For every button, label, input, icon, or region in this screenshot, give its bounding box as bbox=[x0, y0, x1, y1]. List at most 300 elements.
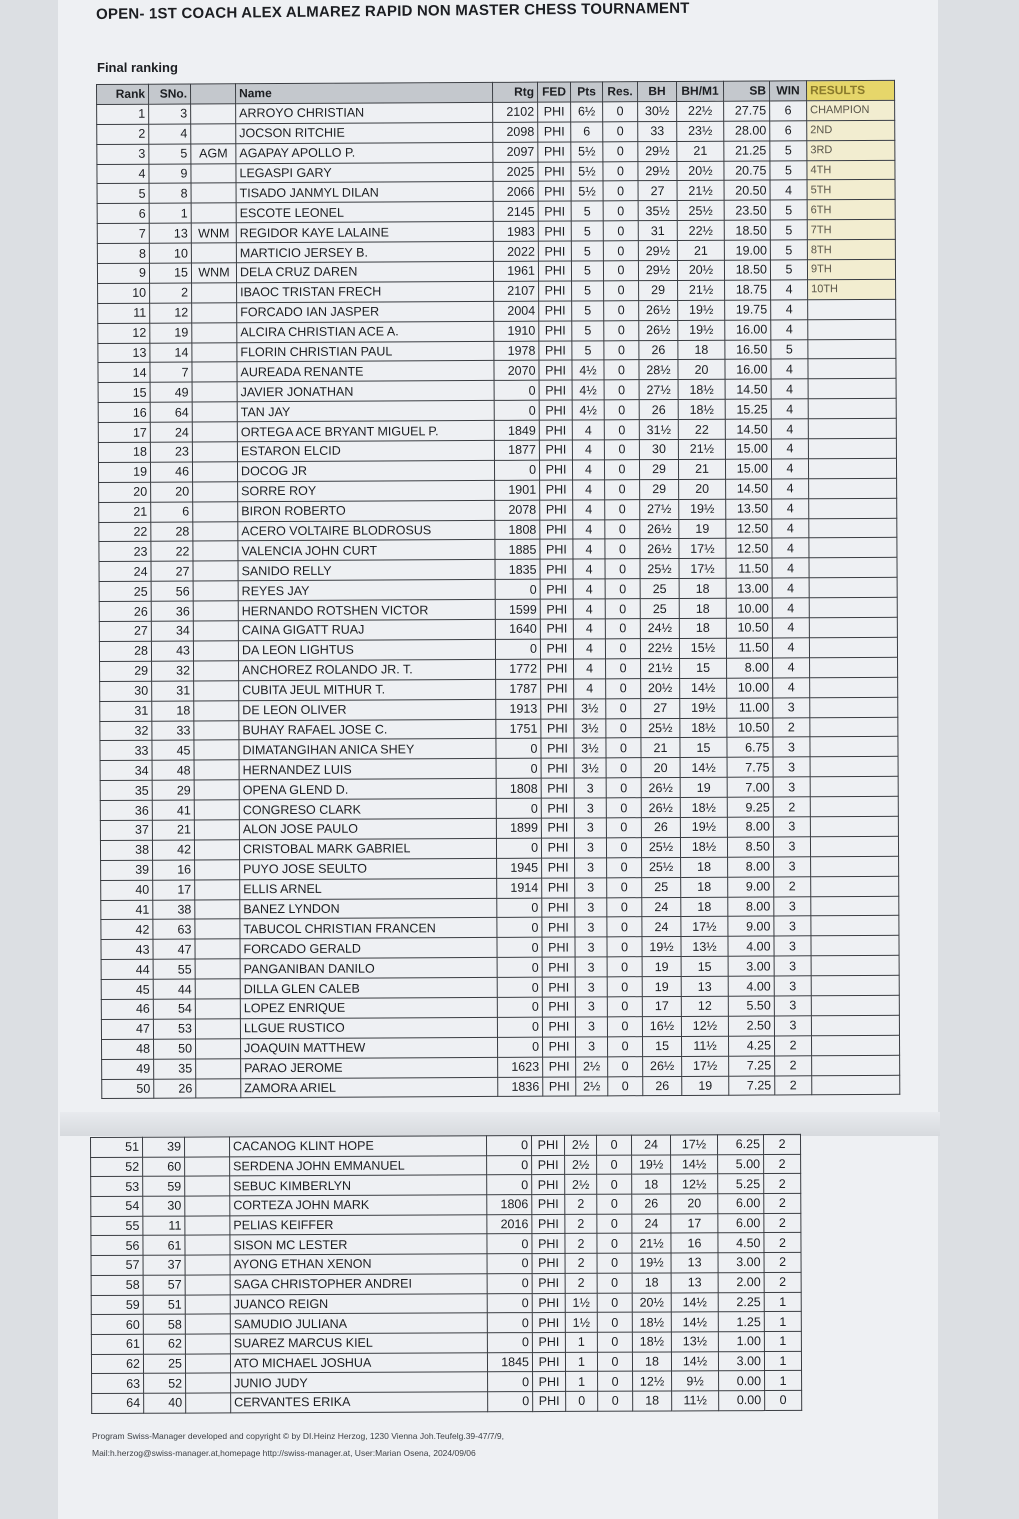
cell-bh: 26 bbox=[639, 400, 678, 420]
cell-name: SEBUC KIMBERLYN bbox=[230, 1175, 487, 1196]
cell-fed: PHI bbox=[532, 1293, 565, 1313]
cell-fed: PHI bbox=[541, 798, 574, 818]
cell-name: JAVIER JONATHAN bbox=[237, 381, 494, 402]
cell-results bbox=[810, 816, 898, 836]
cell-rtg: 2107 bbox=[494, 281, 539, 301]
cell-title bbox=[195, 979, 240, 999]
cell-res: 0 bbox=[604, 440, 639, 460]
cell-pts: 2 bbox=[565, 1194, 597, 1214]
cell-bh: 27 bbox=[641, 698, 680, 718]
cell-res: 0 bbox=[596, 1135, 631, 1155]
cell-title bbox=[193, 621, 238, 641]
cell-pts: 3½ bbox=[574, 718, 606, 738]
cell-name: SAGA CHRISTOPHER ANDREI bbox=[230, 1274, 487, 1295]
cell-name: DILLA GLEN CALEB bbox=[240, 977, 497, 998]
cell-rtg: 0 bbox=[487, 1293, 532, 1313]
cell-bh-m1: 15 bbox=[680, 658, 727, 678]
cell-name: ELLIS ARNEL bbox=[240, 878, 497, 899]
cell-sno: 16 bbox=[153, 860, 195, 880]
cell-fed: PHI bbox=[538, 122, 571, 142]
cell-res: 0 bbox=[603, 121, 638, 141]
ranking-rows-bottom bbox=[91, 1134, 802, 1413]
cell-bh-m1: 19 bbox=[680, 777, 727, 797]
cell-title bbox=[195, 999, 240, 1019]
cell-sb: 9.00 bbox=[728, 877, 774, 897]
cell-sb: 6.00 bbox=[718, 1213, 764, 1233]
cell-title bbox=[193, 581, 238, 601]
cell-rank: 32 bbox=[100, 721, 152, 741]
cell-name: SUAREZ MARCUS KIEL bbox=[230, 1333, 487, 1354]
cell-results bbox=[811, 856, 899, 876]
cell-results bbox=[809, 518, 897, 538]
cell-title bbox=[194, 680, 239, 700]
cell-fed: PHI bbox=[541, 838, 574, 858]
cell-bh-m1: 19½ bbox=[678, 320, 725, 340]
cell-name: IBAOC TRISTAN FRECH bbox=[237, 281, 494, 302]
cell-bh-m1: 16 bbox=[671, 1233, 718, 1253]
cell-sb: 28.00 bbox=[724, 121, 770, 141]
cell-rtg: 0 bbox=[487, 1332, 532, 1352]
cell-bh: 20 bbox=[641, 758, 680, 778]
cell-rank: 3 bbox=[97, 144, 149, 164]
cell-name: VALENCIA JOHN CURT bbox=[238, 540, 495, 561]
cell-bh: 25½ bbox=[642, 857, 681, 877]
cell-bh-m1: 11½ bbox=[681, 1036, 728, 1056]
cell-bh: 26½ bbox=[640, 519, 679, 539]
cell-rank: 16 bbox=[98, 402, 150, 422]
cell-bh: 21½ bbox=[632, 1233, 671, 1253]
cell-sno: 54 bbox=[153, 999, 195, 1019]
table-row bbox=[102, 1075, 900, 1099]
cell-res: 0 bbox=[597, 1293, 632, 1313]
cell-win: 3 bbox=[773, 837, 810, 857]
cell-name: LOPEZ ENRIQUE bbox=[240, 997, 497, 1018]
cell-sno: 45 bbox=[152, 740, 194, 760]
cell-rtg: 2025 bbox=[493, 162, 538, 182]
cell-res: 0 bbox=[603, 141, 638, 161]
cell-title bbox=[192, 303, 237, 323]
cell-sno: 60 bbox=[143, 1157, 185, 1177]
cell-sno: 28 bbox=[151, 522, 193, 542]
cell-res: 0 bbox=[597, 1352, 632, 1372]
cell-pts: 3 bbox=[575, 1017, 607, 1037]
cell-res: 0 bbox=[608, 1076, 643, 1096]
cell-rtg: 0 bbox=[487, 1155, 532, 1175]
cell-sno: 50 bbox=[154, 1039, 196, 1059]
cell-bh-m1: 17½ bbox=[679, 539, 726, 559]
cell-bh: 26 bbox=[643, 1076, 682, 1096]
cell-sb: 9.25 bbox=[727, 797, 773, 817]
cell-win: 2 bbox=[764, 1174, 801, 1194]
cell-name: BIRON ROBERTO bbox=[238, 500, 495, 521]
cell-sno: 52 bbox=[144, 1373, 186, 1393]
header-bh: BH bbox=[637, 81, 676, 101]
cell-title: WNM bbox=[191, 223, 236, 243]
cell-pts: 6½ bbox=[571, 102, 603, 122]
cell-results bbox=[811, 896, 899, 916]
cell-results bbox=[808, 458, 896, 478]
cell-res: 0 bbox=[603, 181, 638, 201]
cell-title bbox=[192, 283, 237, 303]
cell-sb: 12.50 bbox=[726, 538, 772, 558]
cell-fed: PHI bbox=[532, 1214, 565, 1234]
cell-title bbox=[193, 641, 238, 661]
cell-rtg: 0 bbox=[497, 997, 542, 1017]
cell-rtg: 1836 bbox=[498, 1077, 543, 1097]
cell-rank: 6 bbox=[97, 204, 149, 224]
cell-win: 2 bbox=[764, 1193, 801, 1213]
cell-win: 4 bbox=[770, 180, 807, 200]
cell-res: 0 bbox=[604, 460, 639, 480]
cell-pts: 3 bbox=[575, 997, 607, 1017]
cell-sb: 3.00 bbox=[718, 1253, 764, 1273]
cell-win: 3 bbox=[774, 916, 811, 936]
header-results: RESULTS bbox=[806, 80, 894, 100]
cell-win: 5 bbox=[770, 260, 807, 280]
cell-bh: 19½ bbox=[632, 1155, 671, 1175]
cell-rank: 21 bbox=[99, 502, 151, 522]
cell-res: 0 bbox=[605, 479, 640, 499]
cell-sb: 9.00 bbox=[728, 916, 774, 936]
cell-bh: 29½ bbox=[638, 161, 677, 181]
cell-results bbox=[809, 558, 897, 578]
footer-line-2: Mail:h.herzog@swiss-manager.at,homepage http://swiss-manager.at, User:Marian Osena, 2024/09/06 bbox=[92, 1448, 476, 1458]
cell-pts: 3 bbox=[574, 818, 606, 838]
cell-bh-m1: 17½ bbox=[679, 559, 726, 579]
cell-res: 0 bbox=[607, 897, 642, 917]
cell-bh-m1: 14½ bbox=[671, 1154, 718, 1174]
cell-title bbox=[185, 1137, 230, 1157]
cell-name: AGAPAY APOLLO P. bbox=[236, 142, 493, 163]
cell-pts: 5½ bbox=[571, 142, 603, 162]
cell-win: 4 bbox=[771, 439, 808, 459]
cell-title bbox=[193, 482, 238, 502]
cell-res: 0 bbox=[597, 1253, 632, 1273]
cell-pts: 3 bbox=[575, 917, 607, 937]
cell-bh: 18½ bbox=[632, 1312, 671, 1332]
cell-fed: PHI bbox=[540, 520, 573, 540]
cell-sno: 34 bbox=[151, 621, 193, 641]
cell-sno: 12 bbox=[150, 303, 192, 323]
cell-win: 4 bbox=[772, 638, 809, 658]
cell-pts: 4 bbox=[574, 659, 606, 679]
cell-bh: 29 bbox=[639, 280, 678, 300]
cell-sb: 10.50 bbox=[726, 618, 772, 638]
cell-sb: 7.25 bbox=[729, 1056, 775, 1076]
cell-bh-m1: 13 bbox=[671, 1253, 718, 1273]
cell-win: 2 bbox=[773, 717, 810, 737]
cell-bh-m1: 22½ bbox=[677, 220, 724, 240]
cell-sb: 6.00 bbox=[718, 1194, 764, 1214]
cell-rtg: 0 bbox=[487, 1313, 532, 1333]
cell-title bbox=[185, 1235, 230, 1255]
cell-fed: PHI bbox=[538, 162, 571, 182]
cell-title bbox=[192, 382, 237, 402]
cell-win: 4 bbox=[772, 518, 809, 538]
cell-rtg: 0 bbox=[497, 957, 542, 977]
cell-rank: 11 bbox=[98, 303, 150, 323]
cell-fed: PHI bbox=[539, 341, 572, 361]
cell-title bbox=[185, 1216, 230, 1236]
cell-pts: 1½ bbox=[565, 1312, 597, 1332]
cell-bh-m1: 20 bbox=[671, 1194, 718, 1214]
cell-title: WNM bbox=[191, 263, 236, 283]
cell-rank: 29 bbox=[100, 661, 152, 681]
cell-sno: 43 bbox=[151, 641, 193, 661]
cell-title bbox=[194, 820, 239, 840]
cell-rtg: 2022 bbox=[493, 241, 538, 261]
cell-sno: 21 bbox=[152, 820, 194, 840]
header-sb: SB bbox=[723, 81, 769, 101]
cell-bh-m1: 18½ bbox=[678, 399, 725, 419]
cell-name: LEGASPI GARY bbox=[236, 162, 493, 183]
cell-rank: 34 bbox=[100, 760, 152, 780]
cell-res: 0 bbox=[607, 857, 642, 877]
cell-rank: 36 bbox=[100, 800, 152, 820]
cell-win: 4 bbox=[772, 479, 809, 499]
cell-rtg: 0 bbox=[497, 937, 542, 957]
cell-rtg: 1599 bbox=[495, 599, 540, 619]
page-gap bbox=[60, 1112, 940, 1136]
cell-bh-m1: 17½ bbox=[681, 917, 728, 937]
cell-pts: 4 bbox=[573, 500, 605, 520]
cell-title bbox=[195, 939, 240, 959]
header-pts: Pts bbox=[570, 82, 602, 102]
cell-bh-m1: 21 bbox=[677, 240, 724, 260]
cell-pts: 1 bbox=[565, 1332, 597, 1352]
cell-rank: 10 bbox=[98, 283, 150, 303]
cell-rank: 33 bbox=[100, 741, 152, 761]
cell-win: 1 bbox=[764, 1351, 801, 1371]
cell-fed: PHI bbox=[539, 281, 572, 301]
cell-bh: 25½ bbox=[641, 837, 680, 857]
cell-bh-m1: 19 bbox=[682, 1076, 729, 1096]
cell-res: 0 bbox=[605, 539, 640, 559]
cell-res: 0 bbox=[604, 400, 639, 420]
cell-rank: 52 bbox=[91, 1157, 143, 1177]
cell-bh-m1: 17½ bbox=[670, 1135, 717, 1155]
cell-res: 0 bbox=[598, 1391, 633, 1411]
cell-name: SANIDO RELLY bbox=[238, 560, 495, 581]
cell-title bbox=[195, 919, 240, 939]
cell-sno: 4 bbox=[149, 124, 191, 144]
cell-fed: PHI bbox=[542, 1017, 575, 1037]
cell-res: 0 bbox=[607, 917, 642, 937]
cell-res: 0 bbox=[607, 1017, 642, 1037]
cell-rtg: 0 bbox=[496, 838, 541, 858]
footer bbox=[92, 1428, 504, 1462]
cell-name: LLGUE RUSTICO bbox=[240, 1017, 497, 1038]
cell-rtg: 1772 bbox=[496, 659, 541, 679]
cell-bh-m1: 9½ bbox=[672, 1371, 719, 1391]
cell-res: 0 bbox=[605, 639, 640, 659]
cell-sb: 14.50 bbox=[725, 419, 771, 439]
cell-bh-m1: 20½ bbox=[677, 260, 724, 280]
cell-sb: 10.00 bbox=[726, 598, 772, 618]
cell-title bbox=[192, 362, 237, 382]
cell-win: 3 bbox=[773, 757, 810, 777]
cell-sno: 20 bbox=[151, 482, 193, 502]
cell-name: FORCADO IAN JASPER bbox=[237, 301, 494, 322]
cell-res: 0 bbox=[606, 678, 641, 698]
cell-fed: PHI bbox=[532, 1332, 565, 1352]
cell-sno: 41 bbox=[152, 800, 194, 820]
cell-bh: 18½ bbox=[632, 1332, 671, 1352]
cell-name: CUBITA JEUL MITHUR T. bbox=[239, 679, 496, 700]
cell-bh: 24 bbox=[631, 1135, 670, 1155]
cell-bh: 20½ bbox=[632, 1292, 671, 1312]
cell-title bbox=[191, 243, 236, 263]
cell-title bbox=[194, 760, 239, 780]
cell-bh-m1: 19½ bbox=[680, 817, 727, 837]
cell-bh-m1: 14½ bbox=[680, 757, 727, 777]
cell-rtg: 1914 bbox=[497, 878, 542, 898]
cell-sno: 51 bbox=[143, 1295, 185, 1315]
cell-bh-m1: 21 bbox=[678, 459, 725, 479]
cell-win: 5 bbox=[770, 200, 807, 220]
cell-rtg: 2098 bbox=[493, 122, 538, 142]
cell-sb: 0.00 bbox=[719, 1371, 765, 1391]
cell-fed: PHI bbox=[533, 1372, 566, 1392]
cell-rtg: 1806 bbox=[487, 1195, 532, 1215]
cell-rtg: 1808 bbox=[495, 520, 540, 540]
cell-fed: PHI bbox=[540, 500, 573, 520]
cell-title bbox=[185, 1196, 230, 1216]
cell-title: AGM bbox=[191, 143, 236, 163]
cell-res: 0 bbox=[607, 937, 642, 957]
cell-rank: 23 bbox=[99, 542, 151, 562]
cell-sb: 3.00 bbox=[718, 1351, 764, 1371]
cell-bh-m1: 14½ bbox=[671, 1292, 718, 1312]
cell-res: 0 bbox=[604, 320, 639, 340]
cell-res: 0 bbox=[603, 241, 638, 261]
cell-pts: 2 bbox=[565, 1253, 597, 1273]
cell-results bbox=[809, 578, 897, 598]
footer-line-1: Program Swiss-Manager developed and copyright © by DI.Heinz Herzog, 1230 Vienna Joh.Teufelg.39-47/7/9, bbox=[92, 1431, 504, 1441]
cell-rtg: 0 bbox=[496, 758, 541, 778]
cell-results bbox=[810, 717, 898, 737]
cell-win: 4 bbox=[771, 379, 808, 399]
cell-results: CHAMPION bbox=[807, 100, 895, 120]
cell-fed: PHI bbox=[543, 1077, 576, 1097]
cell-sno: 10 bbox=[149, 243, 191, 263]
cell-title bbox=[192, 322, 237, 342]
cell-win: 1 bbox=[764, 1292, 801, 1312]
cell-res: 0 bbox=[597, 1273, 632, 1293]
cell-name: CACANOG KLINT HOPE bbox=[230, 1136, 487, 1157]
cell-fed: PHI bbox=[540, 639, 573, 659]
cell-bh: 26½ bbox=[641, 798, 680, 818]
cell-pts: 5 bbox=[572, 301, 604, 321]
cell-name: SISON MC LESTER bbox=[230, 1234, 487, 1255]
cell-title bbox=[186, 1373, 231, 1393]
cell-win: 4 bbox=[773, 677, 810, 697]
cell-sb: 20.50 bbox=[724, 180, 770, 200]
cell-win: 4 bbox=[772, 598, 809, 618]
cell-sno: 24 bbox=[150, 422, 192, 442]
cell-res: 0 bbox=[605, 599, 640, 619]
cell-win: 0 bbox=[765, 1390, 802, 1410]
cell-sno: 11 bbox=[143, 1216, 185, 1236]
cell-pts: 4 bbox=[573, 579, 605, 599]
cell-title bbox=[193, 521, 238, 541]
cell-win: 3 bbox=[773, 737, 810, 757]
header-res: Res. bbox=[602, 82, 637, 102]
cell-pts: 4 bbox=[572, 460, 604, 480]
cell-rank: 18 bbox=[98, 442, 150, 462]
cell-rank: 2 bbox=[97, 124, 149, 144]
cell-title bbox=[196, 1039, 241, 1059]
cell-res: 0 bbox=[607, 1036, 642, 1056]
ranking-table-top bbox=[96, 80, 900, 1100]
cell-sb: 18.50 bbox=[724, 220, 770, 240]
header-rtg: Rtg bbox=[492, 82, 537, 102]
cell-name: PELIAS KEIFFER bbox=[230, 1215, 487, 1236]
cell-res: 0 bbox=[597, 1155, 632, 1175]
cell-sb: 4.00 bbox=[728, 936, 774, 956]
cell-sb: 21.25 bbox=[724, 141, 770, 161]
cell-res: 0 bbox=[604, 360, 639, 380]
cell-results bbox=[810, 757, 898, 777]
cell-bh: 17 bbox=[642, 996, 681, 1016]
cell-fed: PHI bbox=[540, 539, 573, 559]
cell-results: 5TH bbox=[807, 180, 895, 200]
cell-sb: 18.50 bbox=[724, 260, 770, 280]
cell-sno: 32 bbox=[152, 661, 194, 681]
cell-sb: 15.25 bbox=[725, 399, 771, 419]
cell-res: 0 bbox=[606, 758, 641, 778]
cell-bh-m1: 19½ bbox=[678, 300, 725, 320]
cell-title bbox=[192, 422, 237, 442]
cell-sno: 40 bbox=[144, 1393, 186, 1413]
cell-name: ALON JOSE PAULO bbox=[239, 818, 496, 839]
cell-results bbox=[808, 299, 896, 319]
cell-sno: 5 bbox=[149, 144, 191, 164]
cell-name: DIMATANGIHAN ANICA SHEY bbox=[239, 739, 496, 760]
cell-rank: 61 bbox=[91, 1334, 143, 1354]
cell-fed: PHI bbox=[542, 937, 575, 957]
cell-name: ANCHOREZ ROLANDO JR. T. bbox=[239, 659, 496, 680]
cell-name: SAMUDIO JULIANA bbox=[230, 1313, 487, 1334]
cell-sno: 29 bbox=[152, 780, 194, 800]
cell-name: JUANCO REIGN bbox=[230, 1293, 487, 1314]
cell-pts: 2 bbox=[565, 1214, 597, 1234]
cell-sno: 15 bbox=[149, 263, 191, 283]
cell-title bbox=[185, 1334, 230, 1354]
cell-rtg: 0 bbox=[487, 1234, 532, 1254]
cell-rtg: 0 bbox=[496, 798, 541, 818]
cell-results bbox=[808, 379, 896, 399]
cell-sno: 57 bbox=[143, 1275, 185, 1295]
cell-sb: 16.00 bbox=[725, 359, 771, 379]
cell-sno: 1 bbox=[149, 203, 191, 223]
cell-bh: 25½ bbox=[640, 559, 679, 579]
cell-res: 0 bbox=[604, 340, 639, 360]
cell-title bbox=[191, 104, 236, 124]
cell-pts: 3 bbox=[575, 897, 607, 917]
cell-rank: 17 bbox=[98, 422, 150, 442]
cell-sno: 53 bbox=[153, 1019, 195, 1039]
cell-res: 0 bbox=[606, 698, 641, 718]
cell-bh-m1: 13 bbox=[681, 976, 728, 996]
cell-results bbox=[808, 399, 896, 419]
cell-results bbox=[812, 1055, 900, 1075]
cell-win: 2 bbox=[773, 797, 810, 817]
cell-rank: 51 bbox=[91, 1137, 143, 1157]
cell-sb: 5.00 bbox=[718, 1154, 764, 1174]
header-bh-m1: BH/M1 bbox=[676, 81, 723, 101]
cell-name: OPENA GLEND D. bbox=[239, 779, 496, 800]
